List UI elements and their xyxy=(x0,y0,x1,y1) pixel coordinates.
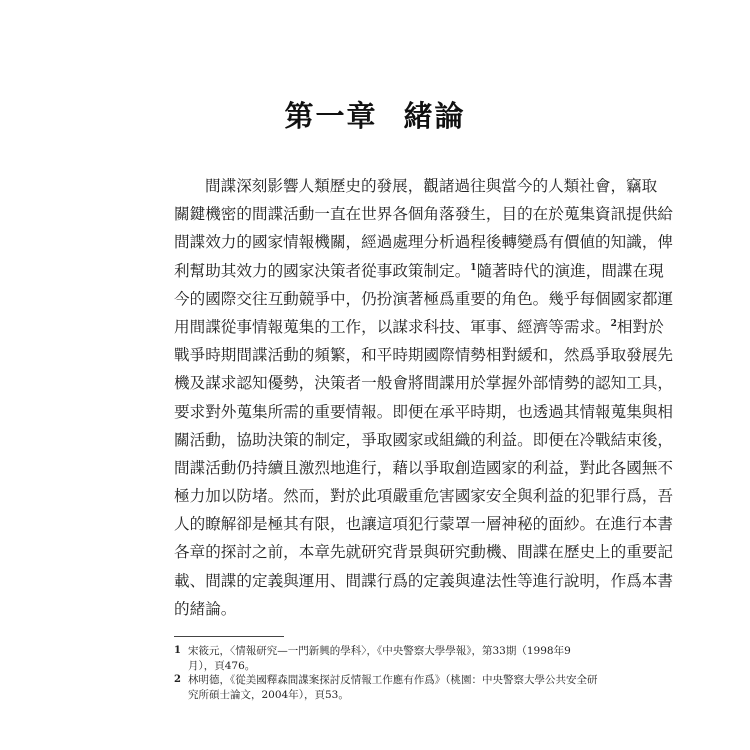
body-line: 人的瞭解卻是極其有限，也讓這項犯行蒙罩一層神秘的面紗。在進行本書 xyxy=(174,515,674,534)
body-line: 載、間諜的定義與運用、間諜行爲的定義與違法性等進行說明，作爲本書 xyxy=(174,571,674,590)
footnote-ref[interactable]: 2 xyxy=(610,318,617,329)
body-line: 機及謀求認知優勢，決策者一般會將間諜用於掌握外部情勢的認知工具， xyxy=(174,374,674,393)
body-line-segment: 隨著時代的演進，間諜在現 xyxy=(476,261,664,280)
chapter-number-label: 第一章 xyxy=(284,99,378,133)
footnote-item xyxy=(174,673,598,702)
body-line: 間諜深刻影響人類歷史的發展，觀諸過往與當今的人類社會，竊取 xyxy=(205,177,658,195)
body-line: 關活動，協助決策的制定，爭取國家或組織的利益。即便在冷戰結束後， xyxy=(174,430,674,449)
body-line-segment: 相對於 xyxy=(616,317,664,336)
body-line-with-footnote xyxy=(174,313,664,341)
body-line-segment: 用間諜從事情報蒐集的工作，以謀求科技、軍事、經濟等需求。 xyxy=(174,317,611,336)
chapter-title-text: 緒論 xyxy=(403,99,466,133)
body-line-segment: 利幫助其效力的國家決策者從事政策制定。 xyxy=(174,261,471,280)
body-line: 間諜效力的國家情報機關，經過處理分析過程後轉變爲有價値的知識，俾 xyxy=(174,233,674,252)
footnote-text: 林明德，《從美國釋森間諜案探討反情報工作應有作爲》（桃園：中央警察大學公共安全研 xyxy=(188,674,598,686)
body-line: 要求對外蒐集所需的重要情報。即便在承平時期，也透過其情報蒐集與相 xyxy=(174,402,674,421)
footnote-number: 1 xyxy=(174,645,181,656)
body-line: 的緒論。 xyxy=(174,599,237,618)
chapter-heading xyxy=(0,94,750,135)
body-line: 各章的探討之前，本章先就研究背景與研究動機、間諜在歷史上的重要記 xyxy=(174,543,674,562)
body-line: 今的國際交往互動競爭中，仍扮演著極爲重要的角色。幾乎每個國家都運 xyxy=(174,289,674,308)
body-line: 戰爭時期間諜活動的頻繁，和平時期國際情勢相對緩和，然爲爭取發展先 xyxy=(174,346,674,365)
body-line: 極力加以防堵。然而，對於此項嚴重危害國家安全與利益的犯罪行爲，吾 xyxy=(174,487,674,506)
footnotes xyxy=(174,644,598,702)
footnote-text: 宋筱元，〈情報研究—一門新興的學科〉，《中央警察大學學報》，第33期（1998年9 xyxy=(188,645,571,657)
footnote-divider xyxy=(174,636,284,637)
body-line-with-footnote xyxy=(174,257,664,285)
footnote-number: 2 xyxy=(174,674,181,685)
footnote-ref[interactable]: 1 xyxy=(470,262,477,273)
footnote-text: 月），頁476。 xyxy=(188,659,256,672)
footnote-item xyxy=(174,644,571,673)
body-line: 間諜活動仍持續且激烈地進行，藉以爭取創造國家的利益，對此各國無不 xyxy=(174,458,674,477)
footnote-text: 究所碩士論文，2004年），頁53。 xyxy=(188,688,349,701)
body-line: 關鍵機密的間諜活動一直在世界各個角落發生，目的在於蒐集資訊提供給 xyxy=(174,205,674,224)
body-paragraph xyxy=(174,172,674,623)
